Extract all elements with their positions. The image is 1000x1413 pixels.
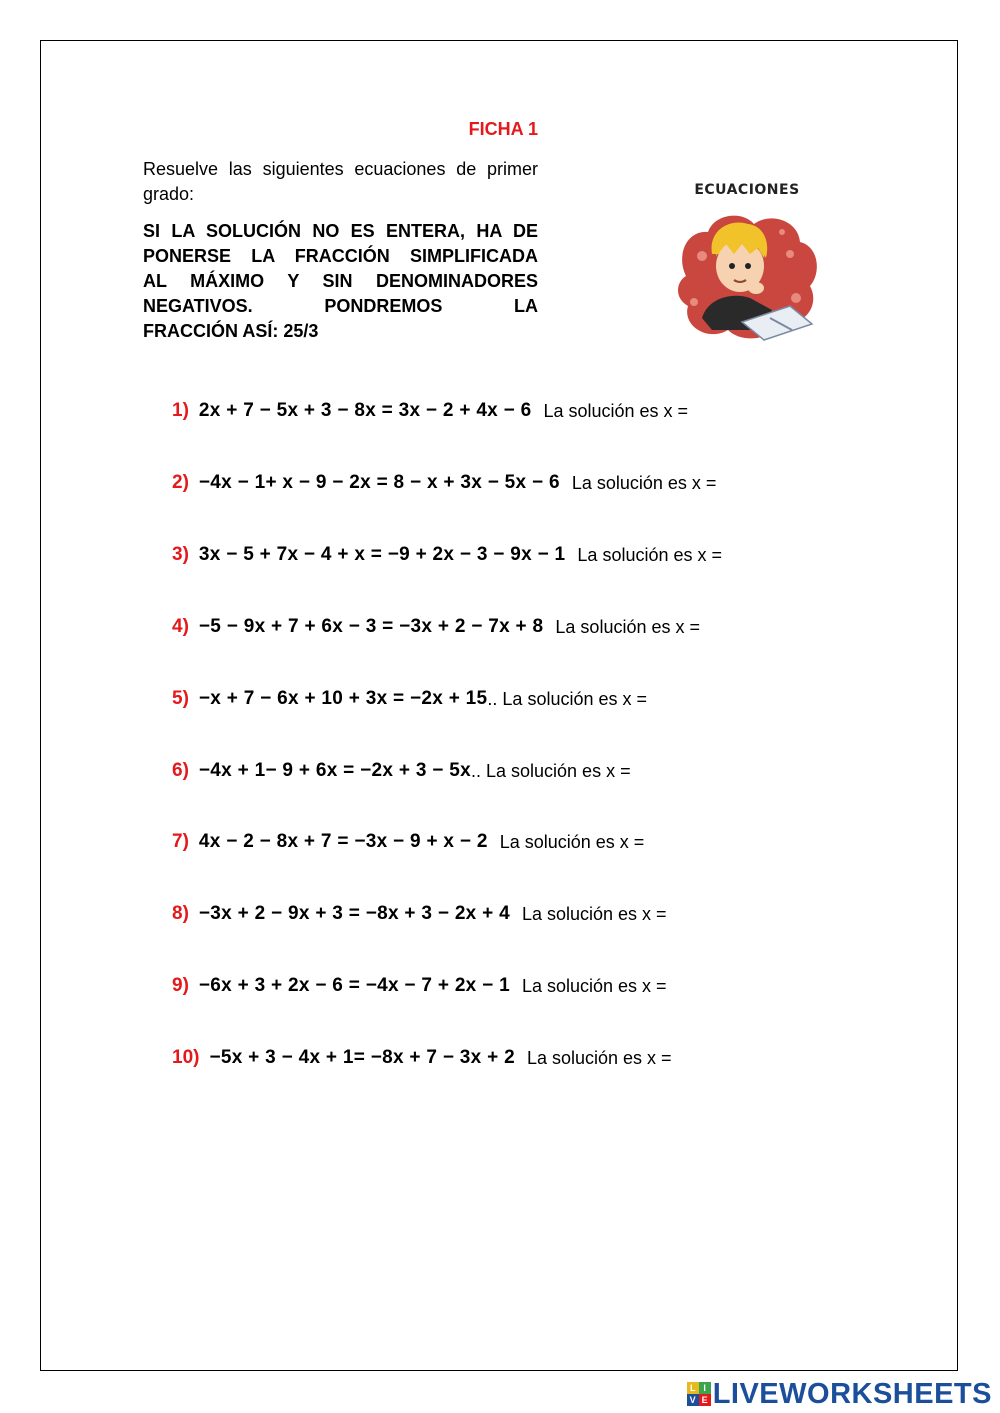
equation-expression: −6x + 3 + 2x − 6 = −4x − 7 + 2x − 1	[198, 975, 510, 996]
equation-row	[172, 756, 631, 786]
equation-expression: −4x + 1− 9 + 6x = −2x + 3 − 5x	[198, 760, 471, 781]
instruction-line: AL MÁXIMO Y SIN DENOMINADORES	[143, 271, 538, 291]
equation-expression: 3x − 5 + 7x − 4 + x = −9 + 2x − 3 − 9x − 1	[198, 544, 566, 565]
equation-row	[172, 396, 688, 426]
answer-prompt[interactable]: La solución es x =	[521, 975, 667, 996]
instruction-line: FRACCIÓN ASÍ: 25/3	[143, 321, 319, 341]
equation-number: 9)	[172, 975, 189, 996]
equation-row	[172, 468, 716, 498]
equation-expression: −5 − 9x + 7 + 6x − 3 = −3x + 2 − 7x + 8	[198, 616, 544, 637]
instruction-line: NEGATIVOS. PONDREMOS LA	[143, 296, 538, 316]
logo-letter: E	[699, 1394, 711, 1406]
answer-prompt[interactable]: La solución es x =	[526, 1047, 672, 1068]
boy-studying-illustration-icon	[672, 206, 822, 351]
illustration	[672, 182, 822, 352]
equation-row	[172, 684, 647, 714]
equation-expression: −4x − 1+ x − 9 − 2x = 8 − x + 3x − 5x − 6	[198, 472, 560, 493]
equation-row	[172, 1043, 672, 1073]
equation-number: 6)	[172, 760, 189, 781]
answer-prompt[interactable]: La solución es x =	[543, 400, 689, 421]
equation-number: 3)	[172, 544, 189, 565]
intro-text: Resuelve las siguientes ecuaciones de primer grado:	[143, 159, 538, 204]
logo-letter: V	[687, 1394, 699, 1406]
equation-row	[172, 612, 700, 642]
illustration-caption: ECUACIONES	[694, 182, 800, 198]
instruction-line: SI LA SOLUCIÓN NO ES ENTERA, HA DE	[143, 221, 538, 241]
liveworksheets-mark-icon	[687, 1382, 711, 1406]
equation-row	[172, 971, 667, 1001]
equation-number: 5)	[172, 688, 189, 709]
equation-number: 10)	[172, 1047, 200, 1068]
answer-prompt[interactable]: La solución es x =	[499, 831, 645, 852]
equation-expression: 4x − 2 − 8x + 7 = −3x − 9 + x − 2	[198, 831, 488, 852]
brand-name: LIVEWORKSHEETS	[712, 1377, 992, 1410]
answer-prompt[interactable]: La solución es x =	[555, 616, 700, 637]
equation-expression: 2x + 7 − 5x + 3 − 8x = 3x − 2 + 4x − 6	[198, 400, 532, 421]
liveworksheets-logo[interactable]	[687, 1378, 992, 1410]
logo-letter: I	[699, 1382, 711, 1394]
worksheet-title: FICHA 1	[468, 119, 538, 139]
equation-expression: −x + 7 − 6x + 10 + 3x = −2x + 15	[198, 688, 488, 709]
equation-number: 7)	[172, 831, 189, 852]
logo-letter: L	[687, 1382, 699, 1394]
equation-number: 2)	[172, 472, 189, 493]
equation-row	[172, 827, 644, 857]
equation-row	[172, 540, 722, 570]
answer-prompt[interactable]: .. La solución es x =	[470, 760, 631, 781]
instruction-line: PONERSE LA FRACCIÓN SIMPLIFICADA	[143, 246, 538, 266]
answer-prompt[interactable]: La solución es x =	[521, 903, 667, 924]
equation-expression: −5x + 3 − 4x + 1= −8x + 7 − 3x + 2	[209, 1047, 515, 1068]
instruction-block	[143, 219, 538, 344]
answer-prompt[interactable]: La solución es x =	[571, 472, 717, 493]
equation-number: 8)	[172, 903, 189, 924]
equation-number: 1)	[172, 400, 189, 421]
equation-row	[172, 899, 667, 929]
answer-prompt[interactable]: La solución es x =	[577, 544, 723, 565]
equation-expression: −3x + 2 − 9x + 3 = −8x + 3 − 2x + 4	[198, 903, 510, 924]
equation-number: 4)	[172, 616, 189, 637]
answer-prompt[interactable]: .. La solución es x =	[487, 688, 648, 709]
